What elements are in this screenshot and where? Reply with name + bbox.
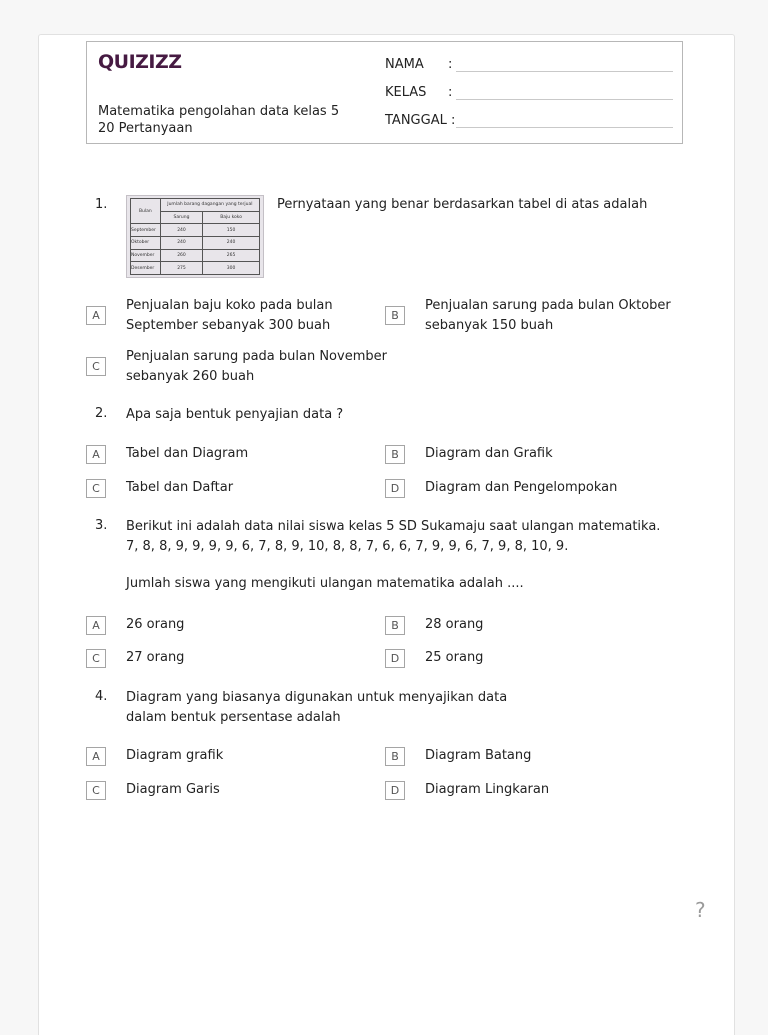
date-field [385, 113, 455, 128]
table-cell: 240 [203, 236, 260, 249]
question-text-line: dalam bentuk persentase adalah [126, 710, 341, 725]
table-header-month: Bulan [131, 199, 161, 224]
question-4-number: 4. [95, 689, 108, 704]
question-3-text [126, 517, 660, 594]
option-text-line: Penjualan sarung pada bulan November [126, 349, 387, 364]
name-line [456, 71, 673, 72]
option-text-line: Penjualan baju koko pada bulan [126, 298, 333, 313]
table-cell: 300 [203, 262, 260, 275]
option-box-b[interactable]: B [385, 747, 405, 766]
option-text-d: Diagram dan Pengelompokan [425, 480, 618, 495]
name-colon: : [448, 57, 453, 72]
option-text-line: sebanyak 260 buah [126, 369, 255, 384]
class-label: KELAS [385, 85, 427, 100]
option-box-a[interactable]: A [86, 445, 106, 464]
option-text-d: 25 orang [425, 650, 484, 665]
option-box-c[interactable]: C [86, 357, 106, 376]
class-colon: : [448, 85, 453, 100]
option-text-line: September sebanyak 300 buah [126, 318, 331, 333]
option-text-a: Diagram grafik [126, 748, 224, 763]
date-line [456, 127, 673, 128]
table-header-sold: Jumlah barang dagangan yang terjual [160, 199, 259, 212]
option-text-c: Tabel dan Daftar [126, 480, 234, 495]
question-2-text: Apa saja bentuk penyajian data ? [126, 407, 344, 422]
question-text-line: Diagram yang biasanya digunakan untuk menyajikan data [126, 690, 508, 705]
option-box-d[interactable]: D [385, 781, 405, 800]
question-data-line: 7, 8, 8, 9, 9, 9, 9, 6, 7, 8, 9, 10, 8, 8, 7, 6, 6, 7, 9, 9, 6, 7, 9, 8, 10, 9. [126, 539, 569, 554]
date-label: TANGGAL : [385, 113, 456, 128]
table-subheader: Baju koko [203, 211, 260, 224]
question-1-text: Pernyataan yang benar berdasarkan tabel di atas adalah [277, 197, 648, 212]
table-cell: Oktober [131, 236, 161, 249]
quiz-title [98, 103, 339, 137]
option-text-b: Diagram dan Grafik [425, 446, 553, 461]
table-cell: Desember [131, 262, 161, 275]
sales-table-image [126, 195, 264, 278]
worksheet-header [86, 41, 683, 144]
table-cell: 265 [203, 249, 260, 262]
class-line [456, 99, 673, 100]
table-cell: 240 [160, 224, 202, 237]
option-box-c[interactable]: C [86, 479, 106, 498]
option-text-d: Diagram Lingkaran [425, 782, 550, 797]
question-1-number: 1. [95, 197, 108, 212]
table-cell: 260 [160, 249, 202, 262]
option-box-c[interactable]: C [86, 781, 106, 800]
sales-table [130, 198, 260, 275]
option-text-line: sebanyak 150 buah [425, 318, 554, 333]
question-2-number: 2. [95, 406, 108, 421]
question-4-text [126, 688, 507, 728]
option-box-d[interactable]: D [385, 479, 405, 498]
quizizz-logo: QUIZIZZ [98, 51, 182, 73]
option-text-line: Penjualan sarung pada bulan Oktober [425, 298, 671, 313]
name-field [385, 57, 453, 72]
question-text-line: Berikut ini adalah data nilai siswa kelas 5 SD Sukamaju saat ulangan matematika. [126, 519, 661, 534]
table-cell: 275 [160, 262, 202, 275]
option-box-b[interactable]: B [385, 306, 405, 325]
option-text-a: 26 orang [126, 617, 185, 632]
help-icon[interactable]: ? [695, 898, 706, 922]
option-box-a[interactable]: A [86, 747, 106, 766]
option-box-d[interactable]: D [385, 649, 405, 668]
name-label: NAMA [385, 57, 424, 72]
table-cell: 150 [203, 224, 260, 237]
quiz-title-text: Matematika pengolahan data kelas 5 [98, 104, 340, 119]
table-cell: November [131, 249, 161, 262]
option-box-c[interactable]: C [86, 649, 106, 668]
option-text-c [126, 347, 387, 387]
option-box-b[interactable]: B [385, 616, 405, 635]
option-box-a[interactable]: A [86, 306, 106, 325]
question-3-number: 3. [95, 518, 108, 533]
option-text-b: 28 orang [425, 617, 484, 632]
option-box-a[interactable]: A [86, 616, 106, 635]
option-text-c: 27 orang [126, 650, 185, 665]
question-count: 20 Pertanyaan [98, 121, 193, 136]
option-text-a [126, 296, 333, 336]
question-prompt-line: Jumlah siswa yang mengikuti ulangan matematika adalah .... [126, 576, 524, 591]
table-subheader: Sarung [160, 211, 202, 224]
option-text-b [425, 296, 671, 336]
option-text-a: Tabel dan Diagram [126, 446, 249, 461]
option-text-c: Diagram Garis [126, 782, 220, 797]
table-cell: September [131, 224, 161, 237]
option-box-b[interactable]: B [385, 445, 405, 464]
class-field [385, 85, 453, 100]
option-text-b: Diagram Batang [425, 748, 532, 763]
table-cell: 240 [160, 236, 202, 249]
